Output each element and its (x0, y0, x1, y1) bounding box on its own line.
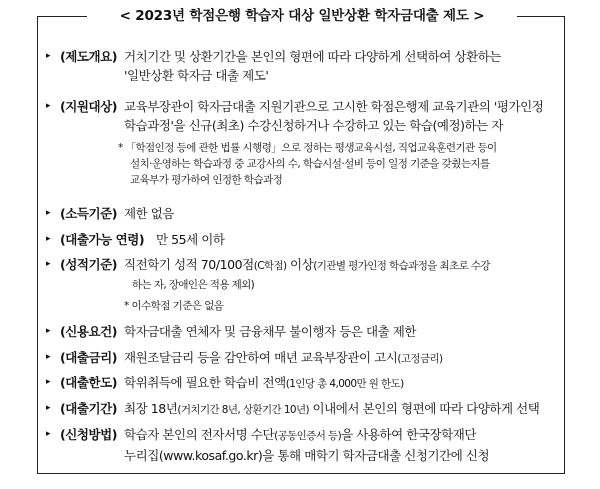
item-body: 만 55세 이하 (156, 232, 225, 247)
item-body: 학습자 본인의 전자서명 수단(공동인증서 등)을 사용하여 한국장학재단 누리집(www.kosaf.go.kr)을 통해 매학기 학자금대출 신청기간에 신청 (124, 427, 490, 463)
bullet-icon: ▸ (46, 429, 51, 439)
bullet-icon: ▸ (46, 101, 51, 111)
item-label: (지원대상) (60, 99, 118, 114)
item-label: (대출한도) (60, 375, 118, 390)
eligibility-footnote: * 「학점인정 등에 관한 법률 시행령」으로 정하는 평생교육시설, 직업교육훈련기관 등이 설치·운영하는 학습과정 중 교강사의 수, 학습시설·설비 등이 일정 기준을 갖췄는지를 교육부가 평가하여 인정한 학습과정 (118, 142, 497, 186)
item-body: 재원조달금리 등을 감안하여 매년 교육부장관이 고시(고정금리) (124, 350, 443, 365)
bullet-icon: ▸ (46, 326, 51, 336)
list-item-overview (46, 47, 558, 85)
item-label: (대출기간) (60, 401, 118, 416)
bullet-icon: ▸ (46, 208, 51, 218)
list-item-credit (46, 322, 558, 341)
frame-top-border-right (517, 16, 565, 17)
grade-footnote: * 이수학점 기준은 없음 (124, 300, 224, 312)
item-label: (신청방법) (60, 427, 118, 442)
item-label: (성적기준) (60, 257, 118, 272)
list-item-income (46, 204, 558, 223)
item-label: (제도개요) (60, 49, 118, 64)
list-item-eligibility (46, 97, 558, 135)
list-item-application (46, 425, 558, 463)
list-item-age (46, 230, 558, 249)
list-item-loan-period (46, 399, 558, 418)
item-body: 직전학기 성적 70/100점(C학점) 이상(기관별 평가인정 학습과정을 최초로 수강 하는 자, 장애인은 적용 제외) (124, 257, 490, 291)
frame-top-border-left (37, 16, 87, 17)
item-body: 최장 18년(거치기간 8년, 상환기간 10년) 이내에서 본인의 형편에 따라 다양하게 선택 (124, 401, 540, 416)
item-body: 제한 없음 (124, 206, 175, 221)
bullet-icon: ▸ (46, 234, 51, 244)
item-label: (신용요건) (60, 324, 118, 339)
item-body: 학위취득에 필요한 학습비 전액(1인당 총 4,000만 원 한도) (124, 375, 404, 390)
list-item-interest-rate (46, 348, 558, 367)
bullet-icon: ▸ (46, 51, 51, 61)
item-body: 학자금대출 연체자 및 금융채무 불이행자 등은 대출 제한 (124, 324, 417, 339)
item-body: 거치기간 및 상환기간을 본인의 형편에 따라 다양하게 선택하여 상환하는 '일반상환 학자금 대출 제도' (124, 49, 501, 83)
bullet-icon: ▸ (46, 259, 51, 269)
bullet-icon: ▸ (46, 352, 51, 362)
page-title: < 2023년 학점은행 학습자 대상 일반상환 학자금대출 제도 > (119, 8, 485, 24)
bullet-icon: ▸ (46, 377, 51, 387)
item-label: (소득기준) (60, 206, 118, 221)
item-label: (대출가능 연령) (60, 232, 145, 247)
item-body: 교육부장관이 학자금대출 지원기관으로 고시한 학점은행제 교육기관의 '평가인정 학습과정'을 신규(최초) 수강신청하거나 수강하고 있는 학습(예정)하는 자 (124, 99, 544, 133)
bullet-icon: ▸ (46, 403, 51, 413)
list-item-grade (46, 255, 558, 293)
item-label: (대출금리) (60, 350, 118, 365)
list-item-loan-limit (46, 373, 558, 392)
